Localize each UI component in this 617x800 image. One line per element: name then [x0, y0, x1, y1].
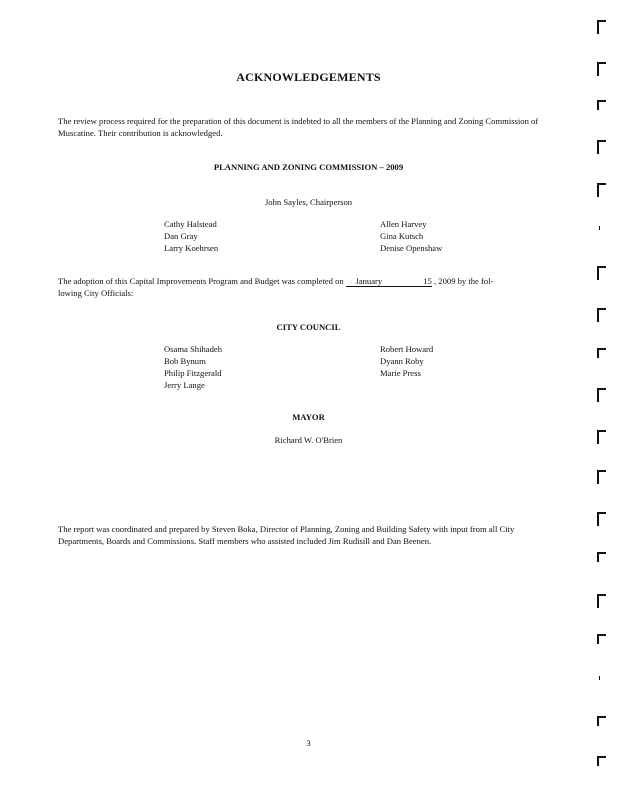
council-member: Dyann Roby [380, 356, 424, 366]
binder-mark [597, 100, 606, 110]
council-member: Jerry Lange [164, 380, 205, 390]
binder-mark [597, 512, 606, 526]
council-right-column [380, 343, 433, 379]
binder-mark [597, 470, 606, 484]
council-left-column [164, 343, 222, 391]
commission-chair: John Sayles, Chairperson [264, 197, 353, 207]
binder-mark [597, 388, 606, 402]
member-name: Denise Openshaw [380, 243, 443, 253]
binder-mark [597, 430, 606, 444]
adoption-month: January [346, 276, 392, 287]
adoption-text-before: The adoption of this Capital Improvements Program and Budget was completed on [58, 276, 344, 286]
binder-mark [597, 266, 606, 280]
page-title: ACKNOWLEDGEMENTS [236, 70, 381, 84]
commission-right-column [380, 218, 442, 254]
binder-mark [597, 552, 606, 562]
mayor-name: Richard W. O'Brien [274, 435, 343, 445]
binder-mark [599, 676, 600, 680]
council-member: Marie Press [380, 368, 421, 378]
member-name: Allen Harvey [380, 219, 427, 229]
adoption-line2: lowing City Officials: [58, 288, 134, 298]
binder-mark [597, 634, 606, 644]
council-heading: CITY COUNCIL [276, 322, 341, 332]
binder-mark [599, 226, 600, 230]
member-name: Larry Koehrsen [164, 243, 219, 253]
binder-mark [597, 348, 606, 358]
binder-mark [597, 140, 606, 154]
adoption-paragraph [58, 275, 553, 299]
binder-mark [597, 594, 606, 608]
council-member: Bob Bynum [164, 356, 206, 366]
council-member: Philip Fitzgerald [164, 368, 222, 378]
binder-mark [597, 62, 606, 76]
adoption-day: 15 [392, 276, 432, 287]
council-member: Osama Shihadeh [164, 344, 222, 354]
commission-heading: PLANNING AND ZONING COMMISSION – 2009 [213, 162, 404, 172]
council-member: Robert Howard [380, 344, 434, 354]
binder-mark [597, 20, 606, 34]
page-number: 3 [306, 738, 311, 748]
binder-mark [597, 716, 606, 726]
commission-left-column [164, 218, 218, 254]
binder-mark [597, 308, 606, 322]
member-name: Dan Gray [164, 231, 198, 241]
closing-paragraph: The report was coordinated and prepared by Steven Boka, Director of Planning, Zoning and Building Safety with input from all City Departments, Boards and Commissions. Staff members who assisted included Jim Rudisill and Dan Beenen. [58, 524, 515, 546]
binder-mark [597, 756, 606, 766]
intro-paragraph: The review process required for the preparation of this document is indebted to all the members of the Planning and Zoning Commission of Muscatine. Their contribution is acknowledged. [58, 116, 539, 138]
adoption-text-after: , 2009 by the fol- [434, 276, 494, 286]
member-name: Gina Kutsch [380, 231, 424, 241]
binder-mark [597, 183, 606, 197]
member-name: Cathy Halstead [164, 219, 217, 229]
mayor-heading: MAYOR [292, 412, 325, 422]
